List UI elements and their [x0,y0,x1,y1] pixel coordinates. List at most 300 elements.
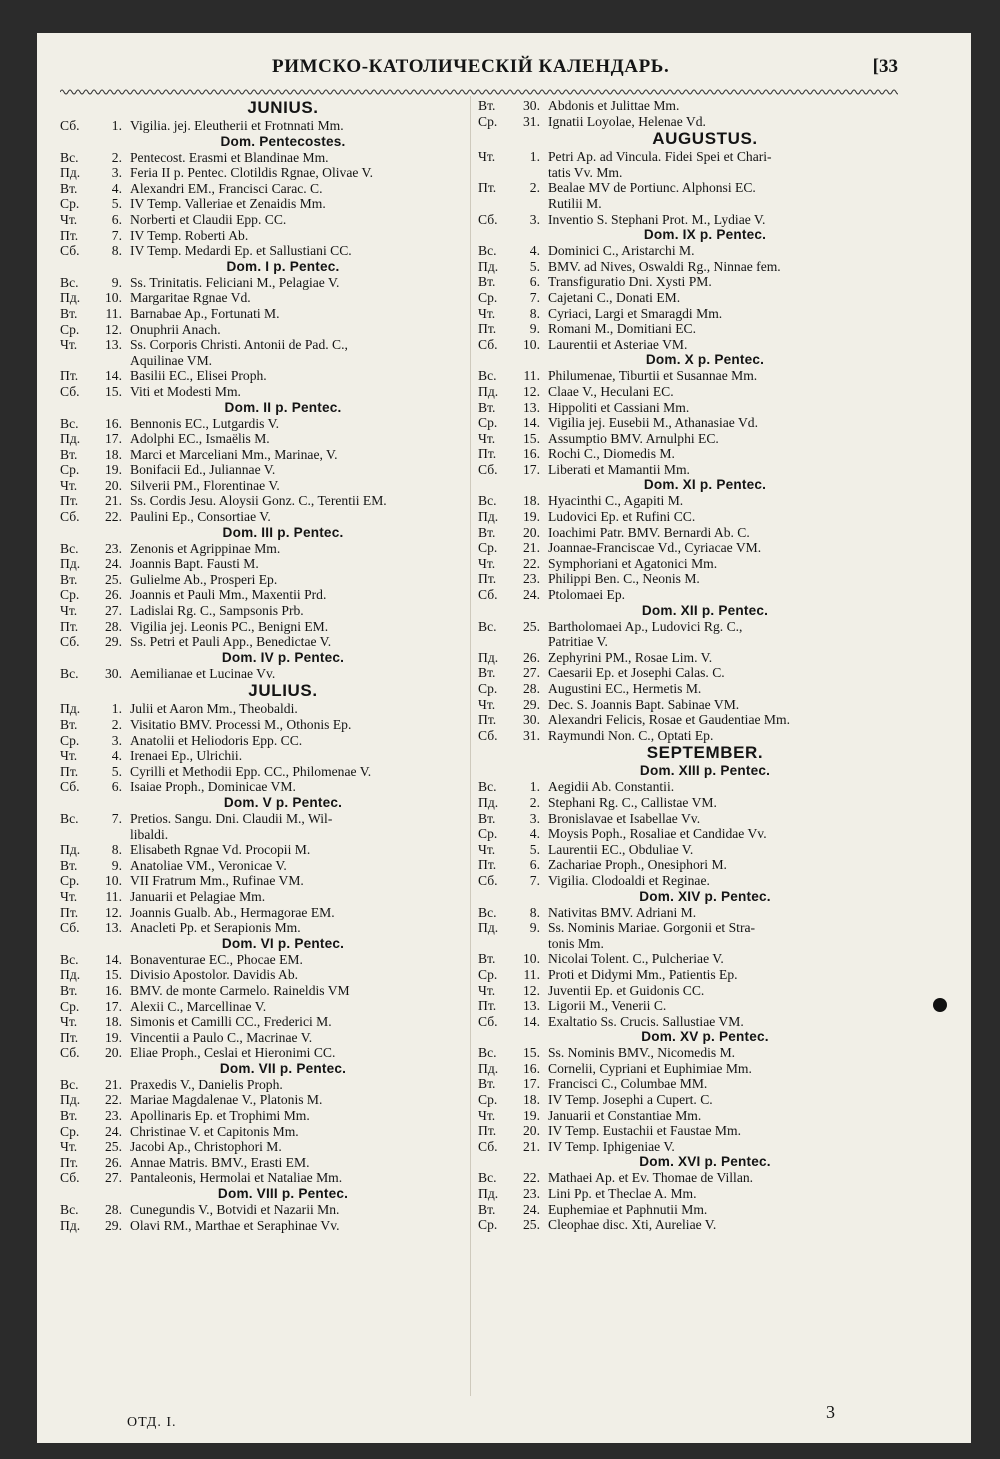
header-wavy-rule [60,88,898,96]
calendar-day-row [478,462,892,478]
day-number: 18. [523,493,540,509]
weekday-abbr: Вт. [478,399,496,415]
weekday-abbr: Пт. [478,998,497,1014]
calendar-day-row [60,556,466,572]
day-number: 5. [111,196,122,212]
calendar-day-row [478,243,892,259]
saints-text: Divisio Apostolor. Davidis Ab. [130,967,299,983]
weekday-abbr: Чт. [478,430,496,446]
day-number: 13. [523,399,540,415]
day-number: 4. [529,243,540,259]
weekday-abbr: Сб. [478,1138,498,1154]
weekday-abbr: Вс. [60,951,79,967]
saints-text: Ioachimi Patr. BMV. Bernardi Ab. C. [548,524,750,540]
day-number: 14. [523,1013,540,1029]
weekday-abbr: Сб. [478,336,498,352]
day-number: 8. [111,842,122,858]
calendar-day-row [60,228,466,244]
calendar-day-row [60,920,466,936]
saints-text: Cyriaci, Largi et Smaragdi Mm. [548,305,723,321]
day-number: 23. [523,1186,540,1202]
calendar-day-row [478,587,892,603]
page-title: РИМСКО-КАТОЛИЧЕСКІЙ КАЛЕНДАРЬ. [272,56,670,77]
saints-text: Dominici C., Aristarchi M. [548,243,695,259]
day-number: 29. [523,696,540,712]
calendar-day-row [478,259,892,275]
weekday-abbr: Пд. [478,794,499,810]
calendar-day-row [60,779,466,795]
day-number: 27. [105,1170,122,1186]
day-number: 6. [529,274,540,290]
saints-text: Cunegundis V., Botvidi et Nazarii Mn. [130,1202,340,1218]
calendar-day-row [60,181,466,197]
day-number: 9. [111,857,122,873]
calendar-day-row [478,681,892,697]
day-number: 31. [523,727,540,743]
day-number: 11. [523,368,540,384]
calendar-day-row [60,701,466,717]
saints-text: Rochi C., Diomedis M. [548,446,675,462]
saints-text: Symphoriani et Agatonici Mm. [548,555,718,571]
page-header [46,54,898,84]
day-number: 2. [529,794,540,810]
day-number: 23. [105,540,122,556]
calendar-day-row [478,920,892,936]
continuation-line: tatis Vv. Mm. [548,164,623,180]
month-heading: JUNIUS. [247,98,319,117]
weekday-abbr: Пт. [60,904,79,920]
calendar-day-row [478,811,892,827]
sunday-heading: Dom. VII p. Pentec. [219,1060,347,1076]
weekday-abbr: Чт. [478,555,496,571]
saints-text: Bronislavae et Isabellae Vv. [548,810,701,826]
saints-text: Vigilia jej. Eusebii M., Athanasiae Vd. [548,415,758,431]
calendar-day-row [60,431,466,447]
calendar-day-row [478,1139,892,1155]
weekday-abbr: Пт. [60,493,79,509]
saints-text: Annae Matris. BMV., Erasti EM. [130,1154,310,1170]
saints-text: Cajetani C., Donati EM. [548,289,681,305]
saints-text: Ss. Petri et Pauli App., Benedictae V. [130,634,332,650]
saints-text: Moysis Poph., Rosaliae et Candidae Vv. [548,826,767,842]
weekday-abbr: Ср. [478,289,498,305]
calendar-day-row [60,150,466,166]
day-number: 5. [529,841,540,857]
saints-text: Joannis et Pauli Mm., Maxentii Prd. [130,587,327,603]
calendar-day-row [478,509,892,525]
calendar-day-row [60,384,466,400]
calendar-day-row [60,1030,466,1046]
sunday-heading: Dom. XV p. Pentec. [641,1029,769,1045]
saints-text: Transfiguratio Dni. Xysti PM. [548,274,712,290]
saints-text: Basilii EC., Elisei Proph. [130,368,267,384]
weekday-abbr: Ср. [60,196,80,212]
saints-text: Nativitas BMV. Adriani M. [548,904,697,920]
saints-text: Claae V., Heculani EC. [548,383,674,399]
calendar-day-row [60,999,466,1015]
weekday-abbr: Ср. [60,732,80,748]
day-number: 2. [111,717,122,732]
day-number: 16. [523,1060,540,1076]
weekday-abbr: Чт. [60,211,78,227]
saints-text: Elisabeth Rgnae Vd. Procopii M. [130,842,311,858]
weekday-abbr: Ср. [478,1092,498,1108]
calendar-day-row [478,1170,892,1186]
calendar-day-row [60,478,466,494]
sunday-heading: Dom. IV p. Pentec. [221,649,345,665]
day-number: 25. [523,618,540,634]
weekday-abbr: Пд. [60,842,81,858]
day-number: 24. [105,556,122,572]
day-number: 28. [105,1202,122,1218]
weekday-abbr: Пд. [60,290,81,306]
calendar-day-row [478,180,892,196]
weekday-abbr: Пт. [60,763,79,779]
weekday-abbr: Вт. [60,446,78,462]
sunday-heading: Dom. IX p. Pentec. [643,227,767,243]
calendar-day-row [60,1014,466,1030]
day-number: 11. [523,966,540,982]
calendar-day-row [478,98,892,114]
day-number: 18. [105,446,122,462]
saints-text: IV Temp. Josephi a Cupert. C. [548,1092,713,1108]
calendar-day-row [478,905,892,921]
day-number: 30. [523,98,540,113]
day-number: 16. [523,446,540,462]
saints-text: Olavi RM., Marthae et Seraphinae Vv. [130,1217,340,1233]
saints-text: Margaritae Rgnae Vd. [130,290,251,306]
calendar-day-row [60,811,466,827]
sunday-heading: Dom. VI p. Pentec. [221,935,345,951]
saints-text: Aemilianae et Lucinae Vv. [130,665,276,681]
calendar-day-row [478,650,892,666]
sunday-heading: Dom. II p. Pentec. [224,399,342,415]
weekday-abbr: Ср. [60,873,80,889]
weekday-abbr: Ср. [478,113,498,129]
weekday-abbr: Сб. [60,1045,80,1061]
day-number: 24. [523,1201,540,1217]
calendar-day-row [478,842,892,858]
day-number: 20. [105,477,122,493]
day-number: 19. [523,1107,540,1123]
saints-text: Feria II p. Pentec. Clotildis Rgnae, Olivae V. [130,165,374,181]
calendar-day-row [478,1014,892,1030]
weekday-abbr: Чт. [478,982,496,998]
weekday-abbr: Вс. [60,665,79,681]
weekday-abbr: Вс. [478,1170,497,1186]
day-number: 27. [105,603,122,619]
weekday-abbr: Ср. [60,321,80,337]
weekday-abbr: Чт. [478,696,496,712]
month-heading: AUGUSTUS. [652,129,758,149]
saints-text: IV Temp. Medardi Ep. et Sallustiani CC. [130,243,352,259]
calendar-day-row [60,889,466,905]
weekday-abbr: Пд. [60,431,81,447]
day-number: 6. [529,857,540,873]
calendar-day-row [60,1139,466,1155]
calendar-day-row [60,243,466,259]
day-number: 18. [105,1014,122,1030]
weekday-abbr: Сб. [478,461,498,477]
calendar-day-row [478,967,892,983]
saints-text: Pentecost. Erasmi et Blandinae Mm. [130,149,329,165]
day-number: 29. [105,1217,122,1233]
sunday-heading: Dom. XIV p. Pentec. [639,888,771,904]
weekday-abbr: Ср. [478,415,498,431]
saints-text: Mathaei Ap. et Ev. Thomae de Villan. [548,1170,754,1186]
day-number: 4. [111,180,122,196]
calendar-day-row [60,1202,466,1218]
saints-text: Euphemiae et Paphnutii Mm. [548,1201,708,1217]
weekday-abbr: Пт. [478,857,497,873]
weekday-abbr: Ср. [60,998,80,1014]
calendar-day-row [478,493,892,509]
weekday-abbr: Вс. [478,1045,497,1061]
saints-text: Irenaei Ep., Ulrichii. [130,748,243,764]
weekday-abbr: Ср. [478,1217,498,1233]
saints-text: Philippi Ben. C., Neonis M. [548,571,700,587]
saints-text: Vigilia. jej. Eleutherii et Frotnnati Mm. [130,118,344,133]
weekday-abbr: Вт. [60,180,78,196]
day-number: 10. [105,290,122,306]
calendar-day-row [60,493,466,509]
day-number: 8. [111,243,122,259]
day-number: 21. [523,540,540,556]
day-number: 15. [523,430,540,446]
weekday-abbr: Ср. [60,462,80,478]
day-number: 22. [105,509,122,525]
day-number: 16. [105,982,122,998]
weekday-abbr: Сб. [478,587,498,603]
weekday-abbr: Вс. [478,493,497,509]
section-label: ОТД. I. [127,1415,177,1430]
saints-text: IV Temp. Valleriae et Zenaidis Mm. [130,196,326,212]
calendar-day-row [60,447,466,463]
calendar-day-row [60,306,466,322]
day-number: 7. [111,227,122,243]
saints-text: Ludovici Ep. et Rufini CC. [548,509,696,525]
saints-text: Norberti et Claudii Epp. CC. [130,211,287,227]
weekday-abbr: Ср. [60,1123,80,1139]
saints-text: Onuphrii Anach. [130,321,221,337]
calendar-day-row [478,857,892,873]
day-number: 3. [529,211,540,227]
sunday-heading: Dom. V p. Pentec. [223,794,343,810]
saints-text: Caesarii Ep. et Josephi Calas. C. [548,665,725,681]
calendar-day-row [478,321,892,337]
weekday-abbr: Пт. [478,446,497,462]
day-number: 20. [523,1123,540,1139]
saints-text: Alexii C., Marcellinae V. [130,998,267,1014]
calendar-day-row [478,400,892,416]
weekday-abbr: Вт. [60,1108,78,1124]
day-number: 22. [523,1170,540,1186]
weekday-abbr: Пт. [478,1123,497,1139]
month-heading: JULIUS. [248,681,318,701]
saints-text: Vincentii a Paulo C., Macrinae V. [130,1029,313,1045]
continuation-line: Patritiae V. [548,634,608,650]
weekday-abbr: Вс. [478,618,497,634]
calendar-day-row [60,275,466,291]
day-number: 15. [105,383,122,399]
day-number: 20. [523,524,540,540]
weekday-abbr: Ср. [478,826,498,842]
day-number: 10. [523,336,540,352]
weekday-abbr: Пд. [60,1092,81,1108]
calendar-day-row [60,290,466,306]
saints-text: Apollinaris Ep. et Trophimi Mm. [130,1108,310,1124]
saints-text: Cornelii, Cypriani et Euphimiae Mm. [548,1060,752,1076]
day-number: 25. [105,571,122,587]
calendar-day-row [478,983,892,999]
saints-text: BMV. de monte Carmelo. Raineldis VM [130,982,350,998]
weekday-abbr: Пд. [478,920,499,936]
saints-text: Juventii Ep. et Guidonis CC. [548,982,705,998]
saints-text: Gulielme Ab., Prosperi Ep. [130,571,278,587]
left-column [60,98,466,1233]
day-number: 10. [523,951,540,967]
calendar-day-row [60,1108,466,1124]
saints-text: Zachariae Proph., Onesiphori M. [548,857,727,873]
saints-text: Petri Ap. ad Vincula. Fidei Spei et Chari- [548,149,772,165]
weekday-abbr: Пт. [60,618,79,634]
weekday-abbr: Вт. [478,524,496,540]
weekday-abbr: Пт. [60,227,79,243]
weekday-abbr: Пт. [478,712,497,728]
day-number: 11. [105,888,122,904]
page-number: [33 [872,56,898,77]
weekday-abbr: Пт. [60,1029,79,1045]
saints-text: Hyacinthi C., Agapiti M. [548,493,684,509]
calendar-day-row [60,619,466,635]
right-column [478,98,892,1233]
sunday-heading: Dom. XI p. Pentec. [643,477,767,493]
calendar-day-row [478,728,892,744]
weekday-abbr: Сб. [60,383,80,399]
saints-text: Simonis et Camilli CC., Frederici M. [130,1014,332,1030]
saints-text: Mariae Magdalenae V., Platonis M. [130,1092,323,1108]
saints-text: Romani M., Domitiani EC. [548,321,697,337]
saints-text: Visitatio BMV. Processi M., Othonis Ep. [130,717,352,732]
weekday-abbr: Вт. [478,1076,496,1092]
day-number: 14. [105,951,122,967]
calendar-day-row [60,905,466,921]
weekday-abbr: Вт. [478,98,496,113]
weekday-abbr: Сб. [60,920,80,936]
weekday-abbr: Пд. [60,556,81,572]
day-number: 25. [523,1217,540,1233]
day-number: 4. [111,748,122,764]
sunday-heading: Dom. III p. Pentec. [222,524,344,540]
saints-text: Bonaventurae EC., Phocae EM. [130,951,303,967]
saints-text: Aegidii Ab. Constantii. [548,779,675,795]
day-number: 13. [105,920,122,936]
calendar-day-row [60,967,466,983]
calendar-day-row [60,462,466,478]
calendar-day-row [478,306,892,322]
weekday-abbr: Пт. [60,1154,79,1170]
sunday-heading: Dom. XIII p. Pentec. [639,763,771,779]
saints-text: Ss. Corporis Christi. Antonii de Pad. C., [130,337,348,353]
day-number: 14. [523,415,540,431]
saints-text: Ss. Nominis Mariae. Gorgonii et Stra- [548,920,756,936]
continuation-line: Aquilinae VM. [130,352,213,368]
saints-text: Proti et Didymi Mm., Patientis Ep. [548,966,738,982]
weekday-abbr: Пт. [478,571,497,587]
weekday-abbr: Сб. [60,779,80,795]
day-number: 15. [105,967,122,983]
weekday-abbr: Пд. [478,1060,499,1076]
day-number: 5. [529,258,540,274]
weekday-abbr: Пт. [60,368,79,384]
day-number: 29. [105,634,122,650]
calendar-day-row [478,826,892,842]
saints-text: Anatoliae VM., Veronicae V. [130,857,287,873]
sunday-heading: Dom. Pentecostes. [220,133,346,149]
saints-text: Zephyrini PM., Rosae Lim. V. [548,649,713,665]
weekday-abbr: Пт. [478,321,497,337]
calendar-day-row [60,842,466,858]
continuation-line: tonis Mm. [548,935,604,951]
saints-text: Joannis Gualb. Ab., Hermagorae EM. [130,904,335,920]
weekday-abbr: Вт. [60,857,78,873]
weekday-abbr: Чт. [60,603,78,619]
sunday-heading: Dom. XII p. Pentec. [641,602,769,618]
day-number: 17. [523,461,540,477]
day-number: 3. [529,810,540,826]
day-number: 5. [111,763,122,779]
saints-text: Philumenae, Tiburtii et Susannae Mm. [548,368,758,384]
saints-text: Adolphi EC., Ismaëlis M. [130,431,270,447]
weekday-abbr: Вс. [478,904,497,920]
day-number: 23. [523,571,540,587]
day-number: 3. [111,165,122,181]
calendar-day-row [60,322,466,338]
saints-text: Joannis Bapt. Fausti M. [130,556,259,572]
calendar-day-row [478,1186,892,1202]
sunday-heading: Dom. I p. Pentec. [226,258,340,274]
saints-text: IV Temp. Roberti Ab. [130,227,249,243]
saints-text: Bennonis EC., Lutgardis V. [130,415,280,431]
calendar-day-row [60,717,466,733]
weekday-abbr: Пд. [60,165,81,181]
weekday-abbr: Чт. [478,841,496,857]
calendar-day-row [60,748,466,764]
calendar-day-row [60,1155,466,1171]
saints-text: Januarii et Pelagiae Mm. [130,888,266,904]
saints-text: Ss. Nominis BMV., Nicomedis M. [548,1045,736,1061]
saints-text: Ss. Trinitatis. Feliciani M., Pelagiae V. [130,274,340,290]
calendar-day-row [60,541,466,557]
saints-text: Dec. S. Joannis Bapt. Sabinae VM. [548,696,740,712]
day-number: 7. [529,872,540,888]
saints-text: Bealae MV de Portiunc. Alphonsi EC. [548,180,756,196]
calendar-day-row [60,196,466,212]
calendar-day-row [478,540,892,556]
weekday-abbr: Пд. [60,701,81,717]
weekday-abbr: Вс. [60,1202,79,1218]
calendar-day-row [478,525,892,541]
calendar-day-row [60,1218,466,1234]
weekday-abbr: Ср. [478,540,498,556]
calendar-day-row [60,509,466,525]
calendar-day-row [478,149,892,165]
weekday-abbr: Пд. [60,1217,81,1233]
weekday-abbr: Вт. [478,274,496,290]
saints-text: Alexandri Felicis, Rosae et Gaudentiae Mm. [548,712,790,728]
saints-text: Anatolii et Heliodoris Epp. CC. [130,732,303,748]
calendar-day-row [60,1045,466,1061]
